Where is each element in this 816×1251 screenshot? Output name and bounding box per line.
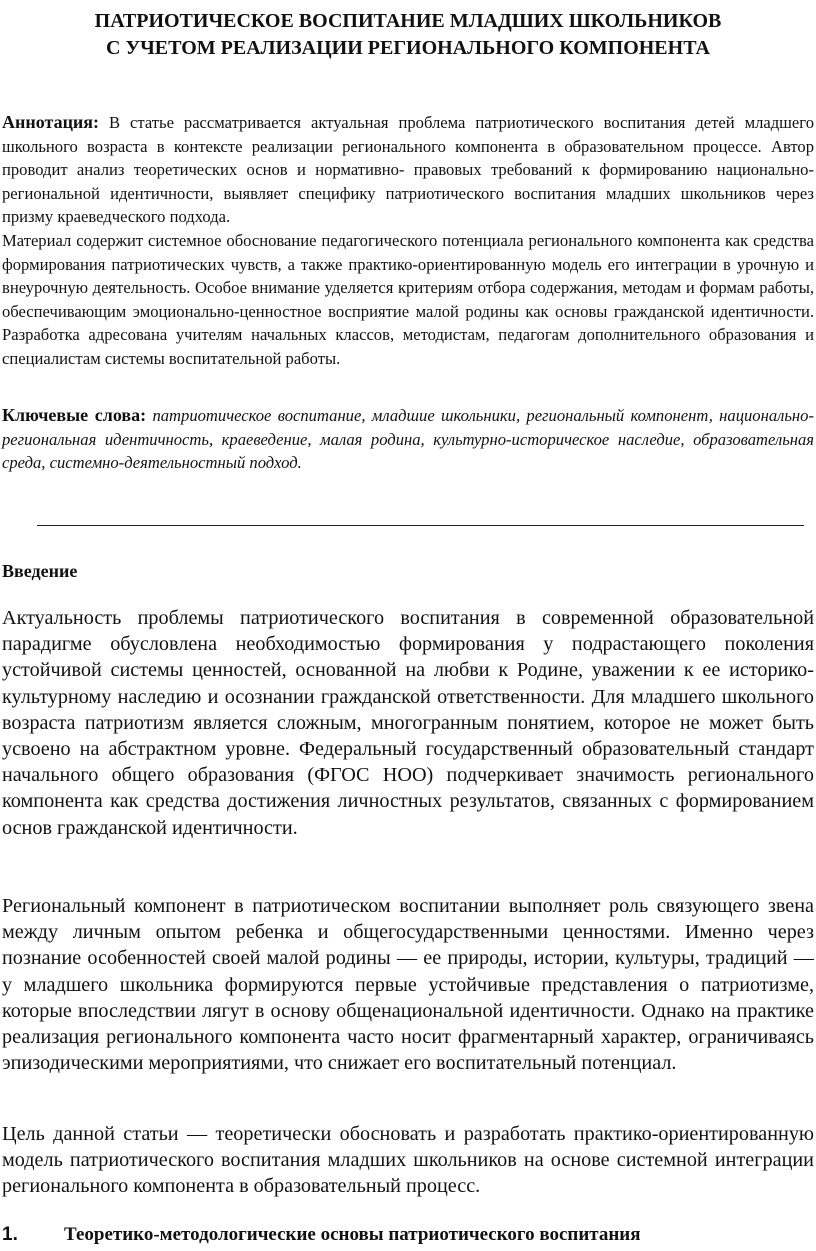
introduction-paragraph-3 — [2, 1121, 814, 1200]
keywords-block — [2, 404, 814, 475]
abstract-block — [2, 111, 814, 371]
section-1-number: 1. — [2, 1224, 18, 1245]
keywords-text: патриотическое воспитание, младшие школьники, региональный компонент, национально-региональная идентичность, краеведение, малая родина, культурно-историческое наследие, образовательная среда, системно-деятельностный подход. — [2, 406, 814, 473]
section-divider — [37, 525, 804, 526]
introduction-paragraph-2 — [2, 893, 814, 1076]
article-title-line-1: ПАТРИОТИЧЕСКОЕ ВОСПИТАНИЕ МЛАДШИХ ШКОЛЬНИКОВ — [94, 10, 722, 32]
paragraph-text: Актуальность проблемы патриотического воспитания в современной образовательной парадигме обусловлена необходимостью формирования у подрастающего поколения устойчивой системы ценностей, основанной на любви к Родине, уважении к ее историко-культурному наследию и осознании гражданской ответственности. Для младшего школьного возраста патриотизм является сложным, многогранным понятием, которое не может быть усвоено на абстрактном уровне. Федеральный государственный образовательный стандарт начального общего образования (ФГОС НОО) подчеркивает значимость регионального компонента как средства достижения личностных результатов, связанных с формированием основ гражданской идентичности. — [2, 607, 814, 839]
paragraph-text: Региональный компонент в патриотическом воспитании выполняет роль связующего звена между личным опытом ребенка и общегосударственными ценностями. Именно через познание особенностей своей малой родины — ее природы, истории, культуры, традиций — у младшего школьника формируются первые устойчивые представления о патриотизме, которые впоследствии лягут в основу общенациональной идентичности. Однако на практике реализация регионального компонента часто носит фрагментарный характер, ограничиваясь эпизодическими мероприятиями, что снижает его воспитательный потенциал. — [2, 895, 814, 1075]
section-1-heading — [2, 1223, 814, 1247]
keywords-label: Ключевые слова: — [2, 405, 147, 425]
abstract-text-1: В статье рассматривается актуальная проблема патриотического воспитания детей младшего школьного возраста в контексте реализации регионального компонента в образовательном процессе. Автор проводит анализ теоретических основ и нормативно- правовых требований к формированию национально-региональной идентичности, выявляет специфику патриотического воспитания младших школьников через призму краеведческого подхода. — [2, 113, 814, 227]
abstract-paragraph-1 — [2, 111, 814, 229]
paragraph-text: Цель данной статьи — теоретически обосновать и разработать практико-ориентированную модель патриотического воспитания младших школьников на основе системной интеграции регионального компонента в образовательный процесс. — [2, 1123, 814, 1198]
introduction-heading: Введение — [2, 561, 78, 581]
keywords-paragraph — [2, 404, 814, 475]
abstract-paragraph-2: Материал содержит системное обоснование педагогического потенциала регионального компонента как средства формирования патриотических чувств, а также практико-ориентированную модель его интеграции в урочную и внеурочную деятельность. Особое внимание уделяется критериям отбора содержания, методам и формам работы, обеспечивающим эмоционально-ценностное восприятие малой родины как основы гражданской идентичности. Разработка адресована учителям начальных классов, методистам, педагогам дополнительного образования и специалистам системы воспитательной работы. — [2, 230, 814, 368]
abstract-label: Аннотация: — [2, 112, 100, 132]
article-title-line-2: С УЧЕТОМ РЕАЛИЗАЦИИ РЕГИОНАЛЬНОГО КОМПОНЕНТА — [106, 37, 710, 59]
article-title — [0, 8, 816, 62]
section-1-title: Теоретико-методологические основы патриотического воспитания — [64, 1224, 641, 1245]
introduction-paragraph-1 — [2, 605, 814, 841]
